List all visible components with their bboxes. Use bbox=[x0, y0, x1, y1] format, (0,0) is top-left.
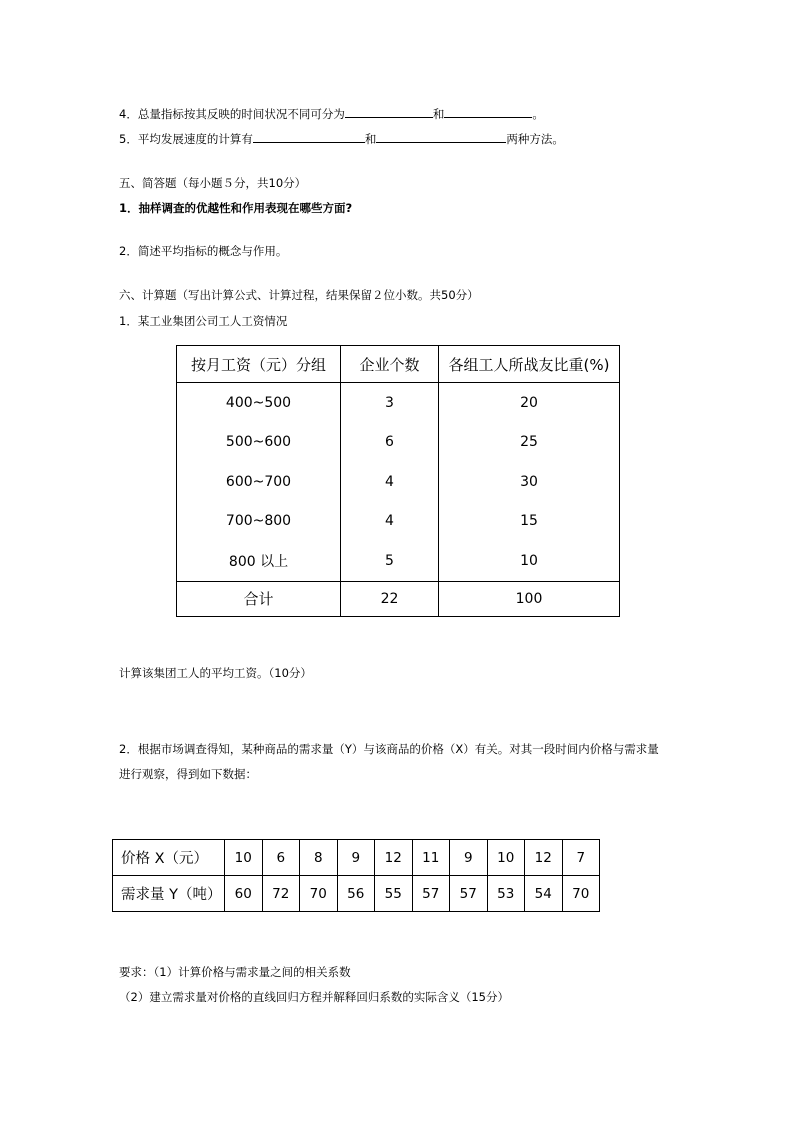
cell: 15 bbox=[439, 502, 620, 542]
requirement-2: （2）建立需求量对价格的直线回归方程并解释回归系数的实际含义（15分） bbox=[119, 990, 509, 1004]
cell: 25 bbox=[439, 423, 620, 463]
question-4 bbox=[119, 106, 544, 122]
cell: 55 bbox=[375, 876, 413, 912]
cell: 9 bbox=[337, 840, 375, 876]
q4-mid: 和 bbox=[432, 107, 445, 121]
table-row bbox=[177, 541, 620, 581]
price-label: 价格 X（元） bbox=[113, 840, 225, 876]
total-share: 100 bbox=[439, 581, 620, 616]
cell: 6 bbox=[262, 840, 300, 876]
cell: 10 bbox=[439, 541, 620, 581]
cell: 9 bbox=[450, 840, 488, 876]
q5-mid: 和 bbox=[364, 132, 377, 146]
header-wage-group: 按月工资（元）分组 bbox=[177, 346, 341, 383]
price-row bbox=[113, 840, 600, 876]
cell: 400~500 bbox=[177, 383, 341, 423]
table-row bbox=[177, 462, 620, 502]
section-6-q1-task: 计算该集团工人的平均工资。（10分） bbox=[119, 666, 312, 680]
cell: 3 bbox=[341, 383, 439, 423]
cell: 12 bbox=[375, 840, 413, 876]
cell: 57 bbox=[450, 876, 488, 912]
section-6-q2-line2: 进行观察，得到如下数据： bbox=[119, 767, 257, 781]
q4-end: 。 bbox=[532, 107, 544, 121]
section-5-q1: 1．抽样调查的优越性和作用表现在哪些方面? bbox=[119, 201, 353, 215]
q4-prefix: 4．总量指标按其反映的时间状况不同可分为 bbox=[119, 107, 345, 121]
cell: 53 bbox=[487, 876, 525, 912]
section-5-q2: 2．简述平均指标的概念与作用。 bbox=[119, 244, 288, 258]
cell: 12 bbox=[525, 840, 563, 876]
cell: 7 bbox=[562, 840, 600, 876]
cell: 700~800 bbox=[177, 502, 341, 542]
cell: 500~600 bbox=[177, 423, 341, 463]
total-label: 合计 bbox=[177, 581, 341, 616]
cell: 56 bbox=[337, 876, 375, 912]
cell: 70 bbox=[562, 876, 600, 912]
cell: 5 bbox=[341, 541, 439, 581]
price-demand-table bbox=[112, 839, 600, 912]
cell: 4 bbox=[341, 462, 439, 502]
section-5-title: 五、简答题（每小题５分，共10分） bbox=[119, 176, 307, 190]
cell: 60 bbox=[225, 876, 263, 912]
cell: 10 bbox=[225, 840, 263, 876]
cell: 57 bbox=[412, 876, 450, 912]
q5-end: 两种方法。 bbox=[506, 132, 564, 146]
table-row bbox=[177, 383, 620, 423]
section-6-title: 六、计算题（写出计算公式、计算过程，结果保留２位小数。共50分） bbox=[119, 288, 479, 302]
table-row bbox=[177, 502, 620, 542]
cell: 8 bbox=[300, 840, 338, 876]
section-6-q1-title: 1．某工业集团公司工人工资情况 bbox=[119, 314, 288, 328]
wage-table-header bbox=[177, 346, 620, 383]
demand-label: 需求量 Y（吨） bbox=[113, 876, 225, 912]
section-6-q2-line1: 2．根据市场调查得知，某种商品的需求量（Y）与该商品的价格（X）有关。对其一段时间内价格与需求量 bbox=[119, 742, 659, 756]
q5-blank-2[interactable] bbox=[376, 131, 506, 143]
q4-blank-2[interactable] bbox=[444, 106, 532, 118]
q5-prefix: 5．平均发展速度的计算有 bbox=[119, 132, 253, 146]
table-total-row bbox=[177, 581, 620, 616]
cell: 10 bbox=[487, 840, 525, 876]
requirement-1: 要求：（1）计算价格与需求量之间的相关系数 bbox=[119, 965, 351, 979]
question-5 bbox=[119, 131, 564, 147]
cell: 72 bbox=[262, 876, 300, 912]
wage-table bbox=[176, 345, 620, 617]
cell: 54 bbox=[525, 876, 563, 912]
header-worker-share: 各组工人所战友比重(%) bbox=[439, 346, 620, 383]
cell: 11 bbox=[412, 840, 450, 876]
q4-blank-1[interactable] bbox=[345, 106, 433, 118]
table-row bbox=[177, 423, 620, 463]
total-count: 22 bbox=[341, 581, 439, 616]
q5-blank-1[interactable] bbox=[253, 131, 365, 143]
header-enterprise-count: 企业个数 bbox=[341, 346, 439, 383]
cell: 4 bbox=[341, 502, 439, 542]
cell: 70 bbox=[300, 876, 338, 912]
cell: 6 bbox=[341, 423, 439, 463]
cell: 20 bbox=[439, 383, 620, 423]
demand-row bbox=[113, 876, 600, 912]
cell: 30 bbox=[439, 462, 620, 502]
cell: 800 以上 bbox=[177, 541, 341, 581]
cell: 600~700 bbox=[177, 462, 341, 502]
